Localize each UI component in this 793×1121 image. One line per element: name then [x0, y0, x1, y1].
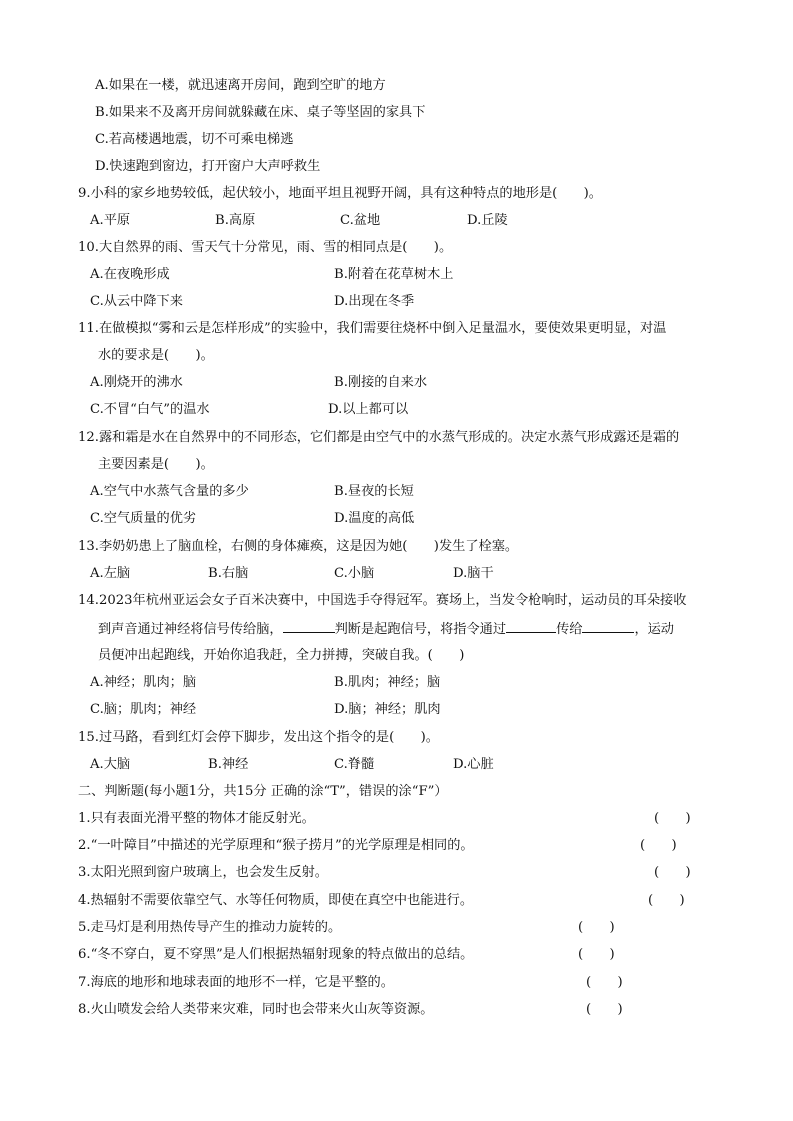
q11-option-a: A.刚烧开的沸水	[90, 375, 183, 390]
q11-option-d: D.以上都可以	[328, 402, 409, 417]
q13-stem: 13.李奶奶患上了脑血栓，右侧的身体瘫痪，这是因为她( )发生了栓塞。	[78, 539, 519, 554]
q12-stem-line1: 12.露和霜是水在自然界中的不同形态，它们都是由空气中的水蒸气形成的。决定水蒸气形成露还是霜的	[78, 430, 680, 445]
q12-option-d: D.温度的高低	[334, 511, 415, 526]
tf-item-4: 4.热辐射不需要依靠空气、水等任何物质，即使在真空中也能进行。	[78, 893, 474, 908]
tf-answer-box-4[interactable]: ( )	[648, 893, 685, 908]
q13-option-b: B.右脑	[208, 566, 249, 581]
q11-stem-line2: 水的要求是( )。	[98, 348, 214, 363]
q11-stem-line1: 11.在做模拟“雾和云是怎样形成”的实验中，我们需要往烧杯中倒入足量温水，要使效果更明显，对温	[78, 321, 667, 336]
tf-answer-box-5[interactable]: ( )	[578, 920, 615, 935]
q10-option-b: B.附着在花草树木上	[334, 267, 454, 282]
tf-item-5: 5.走马灯是利用热传导产生的推动力旋转的。	[78, 920, 342, 935]
tf-answer-box-1[interactable]: ( )	[654, 811, 691, 826]
tf-answer-box-7[interactable]: ( )	[586, 975, 623, 990]
q15-option-d: D.心脏	[453, 757, 494, 772]
q8-option-b: B.如果来不及离开房间就躲藏在床、桌子等坚固的家具下	[95, 105, 426, 120]
q12-option-c: C.空气质量的优劣	[90, 511, 197, 526]
q15-option-b: B.神经	[208, 757, 249, 772]
q14-stem-line3: 员便冲出起跑线，开始你追我赶，全力拼搏，突破自我。( )	[98, 648, 465, 663]
q14-stem-part-c: 传给	[556, 622, 583, 637]
q9-option-d: D.丘陵	[467, 213, 508, 228]
q11-option-b: B.刚接的自来水	[334, 375, 428, 390]
q13-option-d: D.脑干	[453, 566, 494, 581]
tf-answer-box-8[interactable]: ( )	[586, 1002, 623, 1017]
q15-option-a: A.大脑	[90, 757, 131, 772]
tf-answer-box-3[interactable]: ( )	[654, 865, 691, 880]
tf-item-8: 8.火山喷发会给人类带来灾难，同时也会带来火山灰等资源。	[78, 1002, 434, 1017]
q8-option-a: A.如果在一楼，就迅速离开房间，跑到空旷的地方	[95, 78, 386, 93]
q14-blank-3[interactable]	[582, 620, 634, 633]
q13-option-c: C.小脑	[334, 566, 375, 581]
tf-item-3: 3.太阳光照到窗户玻璃上，也会发生反射。	[78, 865, 328, 880]
q9-stem: 9.小科的家乡地势较低，起伏较小，地面平坦且视野开阔，具有这种特点的地形是( )。	[78, 186, 602, 201]
q14-option-c: C.脑；肌肉；神经	[90, 702, 197, 717]
q12-option-a: A.空气中水蒸气含量的多少	[90, 484, 249, 499]
q15-stem: 15.过马路，看到红灯会停下脚步，发出这个指令的是( )。	[78, 730, 439, 745]
tf-item-6: 6.“冬不穿白，夏不穿黑”是人们根据热辐射现象的特点做出的总结。	[78, 947, 474, 962]
q14-stem-line2	[98, 620, 674, 639]
q11-option-c: C.不冒“白气”的温水	[90, 402, 210, 417]
q13-option-a: A.左脑	[90, 566, 131, 581]
tf-item-1: 1.只有表面光滑平整的物体才能反射光。	[78, 811, 315, 826]
q10-option-d: D.出现在冬季	[334, 294, 415, 309]
tf-item-7: 7.海底的地形和地球表面的地形不一样，它是平整的。	[78, 975, 394, 990]
tf-answer-box-6[interactable]: ( )	[578, 947, 615, 962]
q15-option-c: C.脊髓	[334, 757, 375, 772]
q10-option-a: A.在夜晚形成	[90, 267, 170, 282]
tf-answer-box-2[interactable]: ( )	[640, 838, 677, 853]
q8-option-c: C.若高楼遇地震，切不可乘电梯逃	[95, 132, 294, 147]
q9-option-b: B.高原	[215, 213, 256, 228]
section2-heading: 二、判断题(每小题1分，共15分 正确的涂“T”，错误的涂“F”）	[78, 784, 448, 799]
q14-blank-1[interactable]	[283, 620, 335, 633]
tf-item-2: 2.“一叶障目”中描述的光学原理和“猴子捞月”的光学原理是相同的。	[78, 838, 474, 853]
q9-option-c: C.盆地	[340, 213, 381, 228]
q12-stem-line2: 主要因素是( )。	[98, 457, 214, 472]
q14-option-b: B.肌肉；神经；脑	[334, 675, 441, 690]
q14-stem-line1: 14.2023年杭州亚运会女子百米决赛中，中国选手夺得冠军。赛场上，当发令枪响时，运动员的耳朵接收	[78, 593, 687, 608]
q14-blank-2[interactable]	[506, 620, 556, 633]
q14-stem-part-d: ，运动	[634, 622, 674, 637]
q14-option-a: A.神经；肌肉；脑	[90, 675, 197, 690]
q10-stem: 10.大自然界的雨、雪天气十分常见，雨、雪的相同点是( )。	[78, 240, 453, 255]
q14-stem-part-a: 到声音通过神经将信号传给脑，	[98, 622, 283, 637]
q14-option-d: D.脑；神经；肌肉	[334, 702, 441, 717]
q10-option-c: C.从云中降下来	[90, 294, 183, 309]
q14-stem-part-b: 判断是起跑信号，将指令通过	[334, 622, 507, 637]
q8-option-d: D.快速跑到窗边，打开窗户大声呼救生	[95, 159, 321, 174]
q12-option-b: B.昼夜的长短	[334, 484, 414, 499]
q9-option-a: A.平原	[90, 213, 131, 228]
